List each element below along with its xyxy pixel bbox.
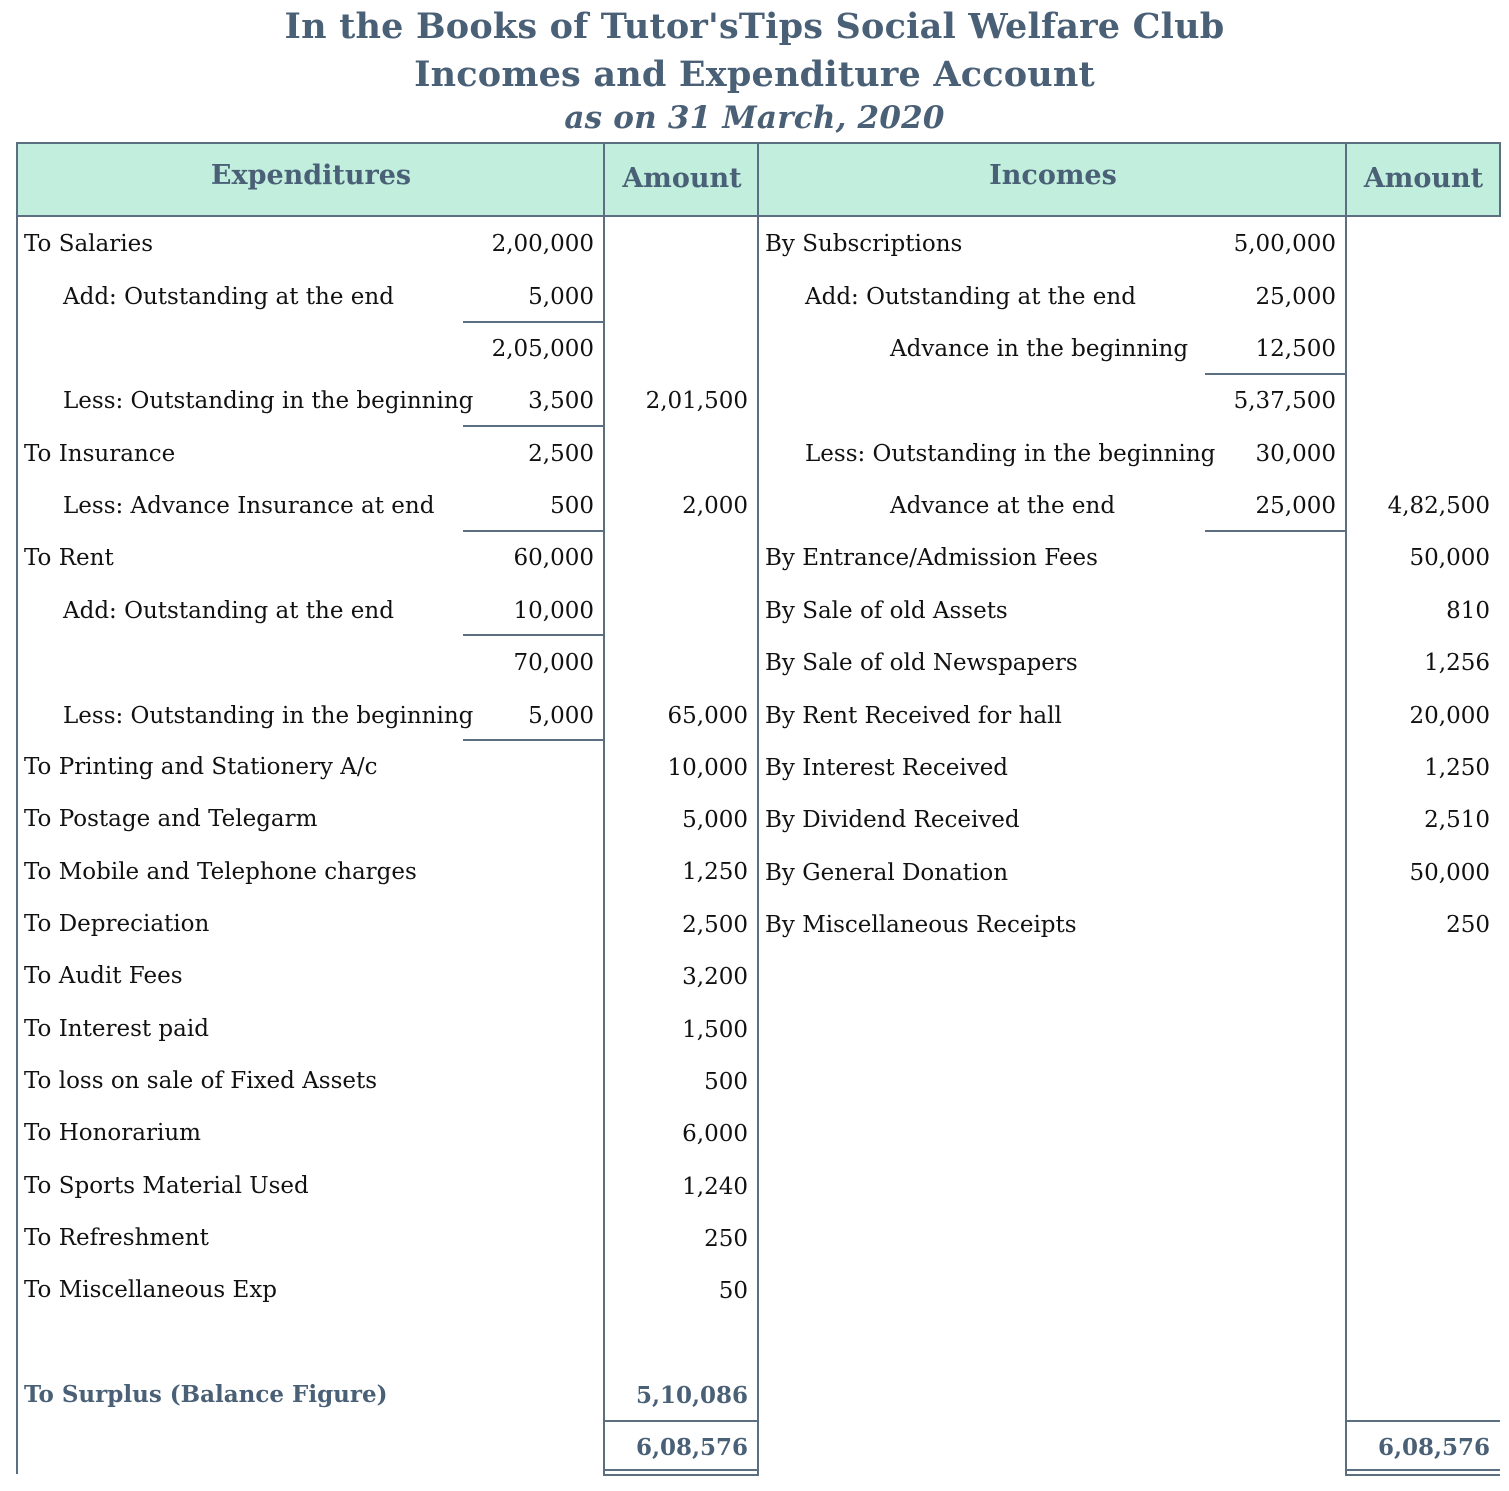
exp-amount: 6,000 (682, 1121, 748, 1147)
account-title: Incomes and Expenditure Account (414, 54, 1095, 95)
exp-label: To loss on sale of Fixed Assets (24, 1068, 378, 1094)
exp-label: To Miscellaneous Exp (24, 1277, 278, 1303)
account-date: as on 31 March, 2020 (564, 100, 945, 136)
document-title: In the Books of Tutor'sTips Social Welfare Club (284, 6, 1225, 47)
total-rule (604, 1474, 759, 1476)
exp-sub: 70,000 (513, 650, 594, 676)
inc-amount: 810 (1446, 598, 1490, 624)
exp-amount: 65,000 (667, 703, 748, 729)
exp-label: To Honorarium (24, 1120, 201, 1146)
subtotal-rule (463, 425, 604, 427)
inc-label: Less: Outstanding in the beginning (805, 441, 1216, 467)
exp-sub: 3,500 (528, 388, 594, 414)
column-divider (603, 142, 605, 1476)
exp-label: To Audit Fees (24, 963, 183, 989)
exp-label: To Postage and Telegarm (24, 806, 318, 832)
inc-sub: 25,000 (1255, 493, 1336, 519)
inc-amount: 2,510 (1424, 807, 1490, 833)
header-incomes: Incomes (989, 160, 1117, 191)
subtotal-rule (463, 321, 604, 323)
inc-label: By Interest Received (765, 755, 1009, 781)
exp-label: Less: Outstanding in the beginning (63, 703, 474, 729)
exp-sub: 5,000 (528, 703, 594, 729)
inc-label: Add: Outstanding at the end (805, 284, 1136, 310)
inc-label: Advance at the end (890, 493, 1116, 519)
exp-amount: 10,000 (667, 755, 748, 781)
exp-amount: 500 (704, 1069, 748, 1095)
exp-label: To Printing and Stationery A/c (24, 754, 378, 780)
inc-sub: 30,000 (1255, 441, 1336, 467)
exp-label: To Interest paid (24, 1016, 209, 1042)
inc-label: Advance in the beginning (890, 336, 1189, 362)
total-rule (1346, 1469, 1500, 1471)
total-right: 6,08,576 (1377, 1434, 1490, 1461)
exp-sub: 5,000 (528, 284, 594, 310)
exp-label: Less: Advance Insurance at end (63, 493, 435, 519)
surplus-label: To Surplus (Balance Figure) (24, 1381, 388, 1408)
subtotal-rule (463, 739, 604, 741)
exp-amount: 1,500 (682, 1017, 748, 1043)
exp-sub: 10,000 (513, 598, 594, 624)
surplus-amount: 5,10,086 (635, 1382, 748, 1409)
exp-label: To Depreciation (24, 911, 210, 937)
total-rule (604, 1420, 759, 1422)
inc-label: By Sale of old Assets (765, 598, 1008, 624)
inc-sub: 12,500 (1255, 336, 1336, 362)
subtotal-rule (1205, 373, 1346, 375)
inc-amount: 50,000 (1409, 860, 1490, 886)
exp-label: To Sports Material Used (24, 1173, 309, 1199)
exp-label: To Rent (24, 545, 114, 571)
exp-label: To Salaries (24, 231, 154, 257)
exp-label: To Refreshment (24, 1225, 209, 1251)
subtotal-rule (463, 634, 604, 636)
exp-amount: 1,250 (682, 859, 748, 885)
exp-label: Add: Outstanding at the end (63, 598, 394, 624)
total-rule (1346, 1474, 1500, 1476)
table-border-left (16, 142, 18, 1474)
inc-amount: 50,000 (1409, 545, 1490, 571)
exp-amount: 50 (718, 1278, 748, 1304)
inc-label: By Miscellaneous Receipts (765, 912, 1077, 938)
total-rule (1346, 1420, 1500, 1422)
inc-amount: 250 (1446, 912, 1490, 938)
column-divider (1345, 142, 1347, 1476)
exp-sub: 500 (550, 493, 594, 519)
inc-sub: 5,00,000 (1233, 231, 1336, 257)
exp-amount: 2,500 (682, 912, 748, 938)
total-left: 6,08,576 (635, 1434, 748, 1461)
exp-sub: 2,00,000 (491, 231, 594, 257)
inc-label: By Sale of old Newspapers (765, 650, 1078, 676)
exp-label: Add: Outstanding at the end (63, 284, 394, 310)
inc-label: By General Donation (765, 860, 1009, 886)
inc-amount: 20,000 (1409, 703, 1490, 729)
subtotal-rule (463, 530, 604, 532)
header-amount-right: Amount (1363, 163, 1484, 194)
total-rule (604, 1469, 759, 1471)
exp-label: To Mobile and Telephone charges (24, 859, 417, 885)
exp-amount: 1,240 (682, 1174, 748, 1200)
inc-amount: 1,250 (1424, 755, 1490, 781)
inc-label: By Dividend Received (765, 807, 1020, 833)
subtotal-rule (1205, 530, 1346, 532)
exp-amount: 3,200 (682, 964, 748, 990)
inc-sub: 25,000 (1255, 284, 1336, 310)
exp-sub: 2,05,000 (491, 336, 594, 362)
exp-sub: 2,500 (528, 441, 594, 467)
exp-label: Less: Outstanding in the beginning (63, 388, 474, 414)
inc-label: By Rent Received for hall (765, 703, 1062, 729)
inc-sub: 5,37,500 (1233, 388, 1336, 414)
exp-amount: 250 (704, 1226, 748, 1252)
exp-amount: 2,01,500 (645, 388, 748, 414)
column-divider (757, 142, 759, 1476)
inc-amount: 1,256 (1424, 650, 1490, 676)
exp-amount: 5,000 (682, 807, 748, 833)
inc-label: By Entrance/Admission Fees (765, 545, 1098, 571)
table-border-right (1499, 142, 1501, 217)
inc-label: By Subscriptions (765, 231, 963, 257)
header-expenditures: Expenditures (210, 160, 412, 191)
exp-label: To Insurance (24, 441, 176, 467)
inc-amount: 4,82,500 (1387, 493, 1490, 519)
header-amount-left: Amount (622, 163, 742, 194)
exp-sub: 60,000 (513, 545, 594, 571)
exp-amount: 2,000 (682, 493, 748, 519)
